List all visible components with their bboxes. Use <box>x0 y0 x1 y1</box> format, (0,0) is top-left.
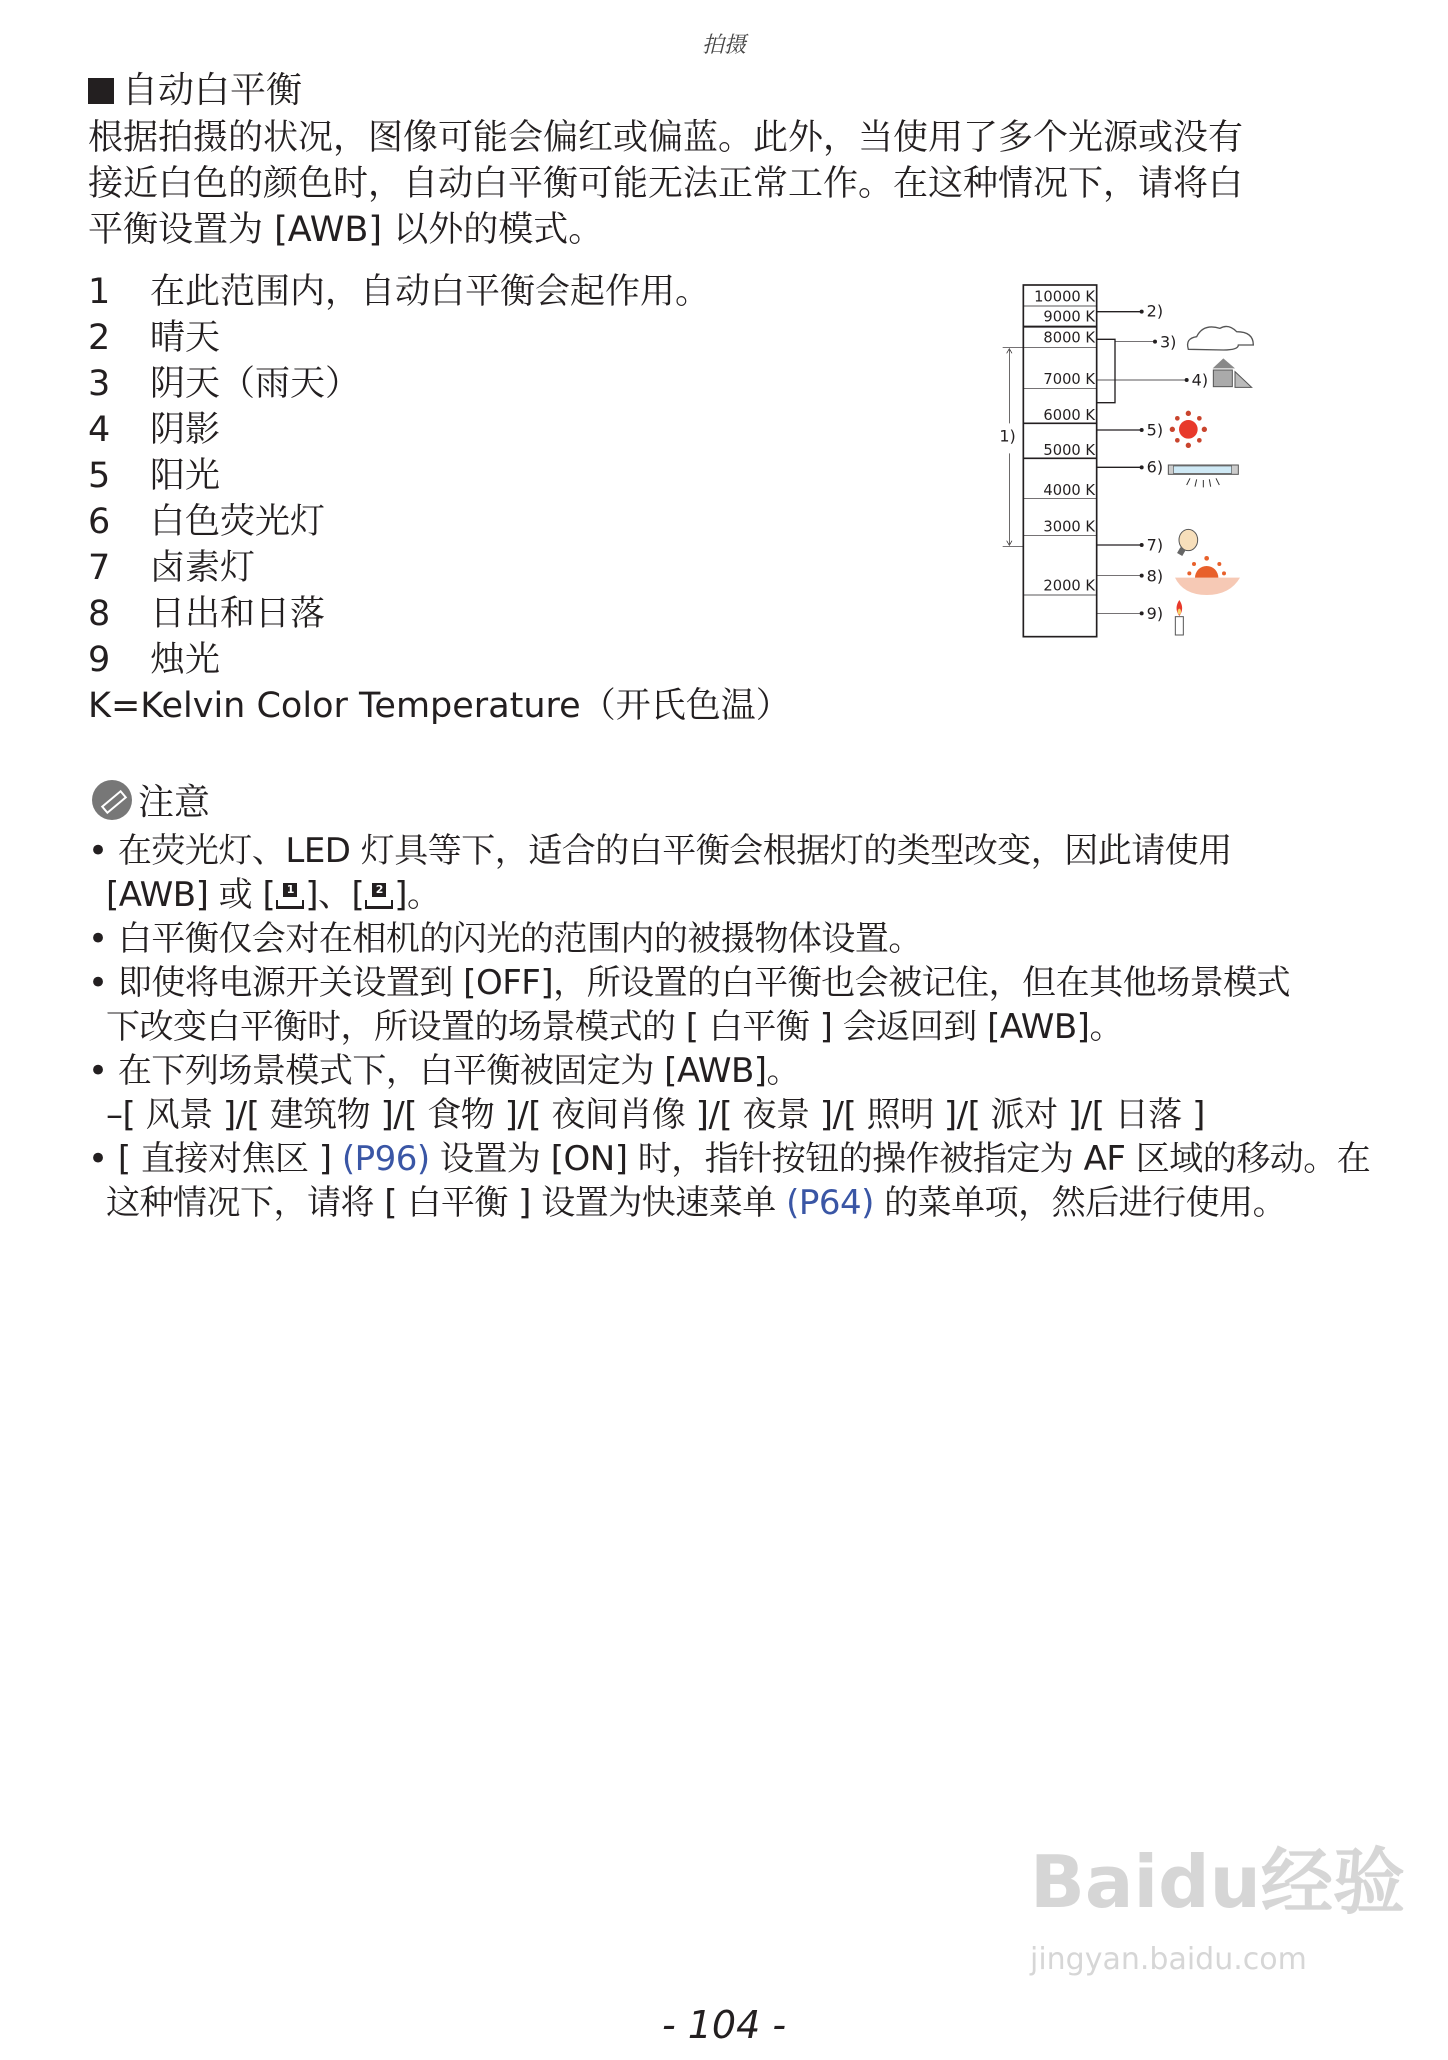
note-bullet: • 白平衡仅会对在相机的闪光的范围内的被摄物体设置。 <box>88 919 922 959</box>
note-text: [AWB] 或 [ <box>106 875 276 915</box>
note-text: 的菜单项，然后进行使用。 <box>873 1183 1287 1223</box>
page-link-p96[interactable]: (P96) <box>341 1139 430 1179</box>
shade-house-icon <box>1213 358 1252 387</box>
scale-label: 5000 K <box>1043 442 1095 459</box>
legend-item <box>88 592 325 636</box>
legend-item <box>88 546 255 590</box>
watermark-url: jingyan.baidu.com <box>1030 1942 1307 1977</box>
note-text: 在荧光灯、LED 灯具等下，适合的白平衡会根据灯的类型改变，因此请使用 <box>117 831 1232 871</box>
legend-text: 日出和日落 <box>150 594 326 634</box>
sun-icon <box>1170 411 1207 448</box>
note-bullet: • [ 直接对焦区 ] (P96) 设置为 [ON] 时，指针按钮的操作被指定为 AF 区域的移动。在 <box>88 1139 1371 1179</box>
legend-number: 1 <box>88 272 111 312</box>
sunset-icon <box>1175 556 1240 595</box>
note-bullet: • 在荧光灯、LED 灯具等下，适合的白平衡会根据灯的类型改变，因此请使用 <box>88 831 1232 871</box>
marker-label: 5) <box>1146 420 1164 440</box>
custom-white-balance-2-icon <box>364 883 394 909</box>
scale-label: 9000 K <box>1043 308 1095 326</box>
marker-label: 2) <box>1146 301 1164 321</box>
marker-label: 7) <box>1146 535 1164 555</box>
legend-number: 6 <box>88 502 111 542</box>
marker-label: 1) <box>999 426 1016 446</box>
legend-item <box>88 362 360 406</box>
note-title: 注意 <box>138 782 211 823</box>
scale-label: 10000 K <box>1034 288 1095 306</box>
note-text: 白平衡仅会对在相机的闪光的范围内的被摄物体设置。 <box>117 919 922 959</box>
icon-number: 2 <box>372 883 386 897</box>
scale-label: 6000 K <box>1043 407 1095 424</box>
kelvin-note: K=Kelvin Color Temperature（开氏色温） <box>88 686 791 726</box>
legend-item <box>88 408 220 452</box>
legend-number: 7 <box>88 548 111 588</box>
note-text: 这种情况下，请将 [ 白平衡 ] 设置为快速菜单 <box>106 1183 787 1223</box>
note-text: ]。 <box>394 875 441 915</box>
fluorescent-lamp-icon <box>1168 465 1238 487</box>
baidu-watermark <box>1030 1830 1405 1990</box>
legend-text: 晴天 <box>150 318 221 358</box>
note-text: 即使将电源开关设置到 [OFF]，所设置的白平衡也会被记住，但在其他场景模式 <box>117 963 1291 1003</box>
legend-item <box>88 316 220 360</box>
legend-item <box>88 638 220 682</box>
pencil-note-icon <box>92 780 132 820</box>
marker-label: 9) <box>1146 604 1164 623</box>
legend-text: 阴天（雨天） <box>150 364 361 404</box>
marker-label: 6) <box>1146 457 1164 477</box>
legend-number: 4 <box>88 410 111 450</box>
custom-white-balance-1-icon <box>275 883 305 909</box>
note-bullet: • 在下列场景模式下，白平衡被固定为 [AWB]。 <box>88 1051 801 1091</box>
section-title-text: 自动白平衡 <box>122 70 303 111</box>
scale-label: 7000 K <box>1043 371 1095 388</box>
square-bullet-icon <box>88 78 114 104</box>
legend-item <box>88 500 325 544</box>
marker-label: 3) <box>1160 332 1177 352</box>
page-header: 拍摄 <box>701 33 746 58</box>
note-line <box>106 1182 1286 1224</box>
note-text: ]、[ <box>305 875 365 915</box>
note-text: 设置为 [ON] 时，指针按钮的操作被指定为 AF 区域的移动。在 <box>429 1139 1371 1179</box>
icon-number: 1 <box>283 883 297 897</box>
legend-text: 阴影 <box>150 410 221 450</box>
intro-line: 接近白色的颜色时，自动白平衡可能无法正常工作。在这种情况下，请将白 <box>88 164 1244 204</box>
page-link-p64[interactable]: (P64) <box>786 1183 874 1223</box>
legend-number: 2 <box>88 318 111 358</box>
legend-item <box>88 454 220 498</box>
note-line <box>106 874 441 916</box>
legend-text: 阳光 <box>150 456 221 496</box>
note-text: 在下列场景模式下，白平衡被固定为 [AWB]。 <box>117 1051 801 1091</box>
section-title <box>88 70 302 112</box>
scale-label: 4000 K <box>1043 482 1095 499</box>
color-temperature-diagram <box>990 270 1270 650</box>
scale-label: 2000 K <box>1043 577 1095 595</box>
legend-number: 3 <box>88 364 111 404</box>
watermark-logo: Baidu经验 <box>1030 1840 1405 1924</box>
scale-label: 8000 K <box>1043 329 1095 347</box>
scale-label: 3000 K <box>1043 518 1095 536</box>
note-line: 下改变白平衡时，所设置的场景模式的 [ 白平衡 ] 会返回到 [AWB]。 <box>106 1007 1123 1047</box>
legend-text: 白色荧光灯 <box>150 502 326 542</box>
note-line: –[ 风景 ]/[ 建筑物 ]/[ 食物 ]/[ 夜间肖像 ]/[ 夜景 ]/[ 照明 ]/[ 派对 ]/[ 日落 ] <box>106 1095 1205 1135</box>
marker-label: 4) <box>1191 370 1209 390</box>
legend-number: 5 <box>88 456 111 496</box>
legend-number: 8 <box>88 594 111 634</box>
candle-icon <box>1175 600 1183 635</box>
bulb-icon <box>1177 529 1198 556</box>
marker-label: 8) <box>1146 566 1164 586</box>
note-text: [ 直接对焦区 ] <box>117 1139 342 1179</box>
legend-text: 卤素灯 <box>150 548 256 588</box>
legend-text: 烛光 <box>150 640 221 680</box>
intro-line: 平衡设置为 [AWB] 以外的模式。 <box>88 210 604 250</box>
legend-item <box>88 270 710 314</box>
intro-line: 根据拍摄的状况，图像可能会偏红或偏蓝。此外，当使用了多个光源或没有 <box>88 118 1244 158</box>
legend-number: 9 <box>88 640 111 680</box>
page-number: - 104 - <box>661 2003 787 2047</box>
note-heading <box>92 780 210 825</box>
legend-text: 在此范围内，自动白平衡会起作用。 <box>150 272 711 312</box>
cloud-icon <box>1188 326 1254 350</box>
note-bullet: • 即使将电源开关设置到 [OFF]，所设置的白平衡也会被记住，但在其他场景模式 <box>88 963 1291 1003</box>
